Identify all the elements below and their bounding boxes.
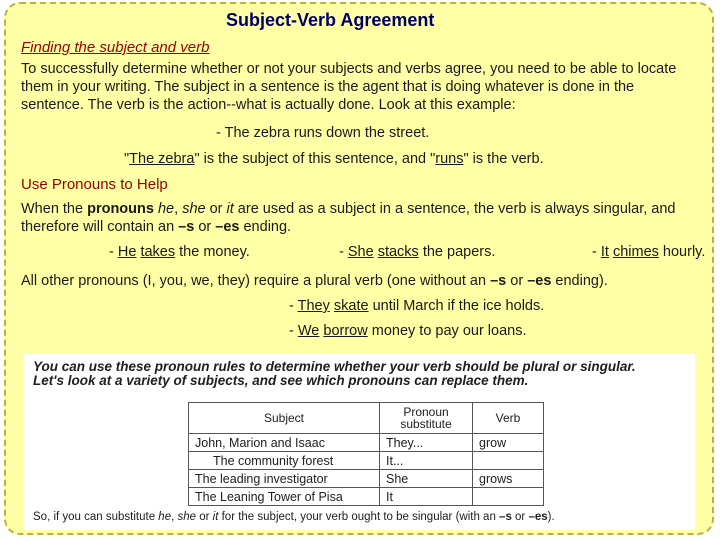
verb-highlight: runs <box>435 151 464 167</box>
table-row: The Leaning Tower of Pisa It <box>189 488 544 506</box>
example-we: - We borrow money to pay our loans. <box>289 323 527 339</box>
slide-title: Subject-Verb Agreement <box>226 10 435 30</box>
pronoun-rule-paragraph: When the pronouns he, she or it are used as a subject in a sentence, the verb is always singular, and therefore will contain an –s or –es ending. <box>21 201 676 235</box>
table-header-row <box>189 403 544 434</box>
slide <box>4 2 714 535</box>
figure-footnote: So, if you can substitute he, she or it for the subject, your verb ought to be singular (with an –s or –es). <box>33 511 555 523</box>
substitution-table <box>188 402 544 506</box>
zebra-example: - The zebra runs down the street. <box>216 125 430 141</box>
zebra-explanation: "The zebra" is the subject of this sentence, and "runs" is the verb. <box>124 151 544 167</box>
header-subject: Subject <box>189 403 380 434</box>
section-heading-finding: Finding the subject and verb <box>21 39 210 56</box>
table-row: The community forest It... <box>189 452 544 470</box>
subject-highlight: The zebra <box>129 151 195 167</box>
table-row: The leading investigator She grows <box>189 470 544 488</box>
figure-intro: You can use these pronoun rules to determine whether your verb should be plural or singular. Let's look at a variety of subjects, and see which pronouns can replace them. <box>33 359 636 388</box>
example-they: - They skate until March if the ice holds. <box>289 298 545 314</box>
section-heading-pronouns: Use Pronouns to Help <box>21 176 168 193</box>
example-she: - She stacks the papers. <box>339 244 496 260</box>
example-he: - He takes the money. <box>109 244 250 260</box>
example-it: - It chimes hourly. <box>592 244 706 260</box>
table-row: John, Marion and Isaac They... grow <box>189 434 544 452</box>
header-pronoun-substitute: Pronoun substitute <box>380 403 473 434</box>
plural-rule: All other pronouns (I, you, we, they) require a plural verb (one without an –s or –es ending). <box>21 273 608 289</box>
intro-paragraph: To successfully determine whether or not your subjects and verbs agree, you need to be able to locate them in your writing. The subject in a sentence is the agent that is doing whatever is done in the sentence. The verb is the action--what is actually done. Look at this example: <box>21 61 677 113</box>
pronoun-substitution-figure <box>23 354 695 530</box>
header-verb: Verb <box>473 403 544 434</box>
